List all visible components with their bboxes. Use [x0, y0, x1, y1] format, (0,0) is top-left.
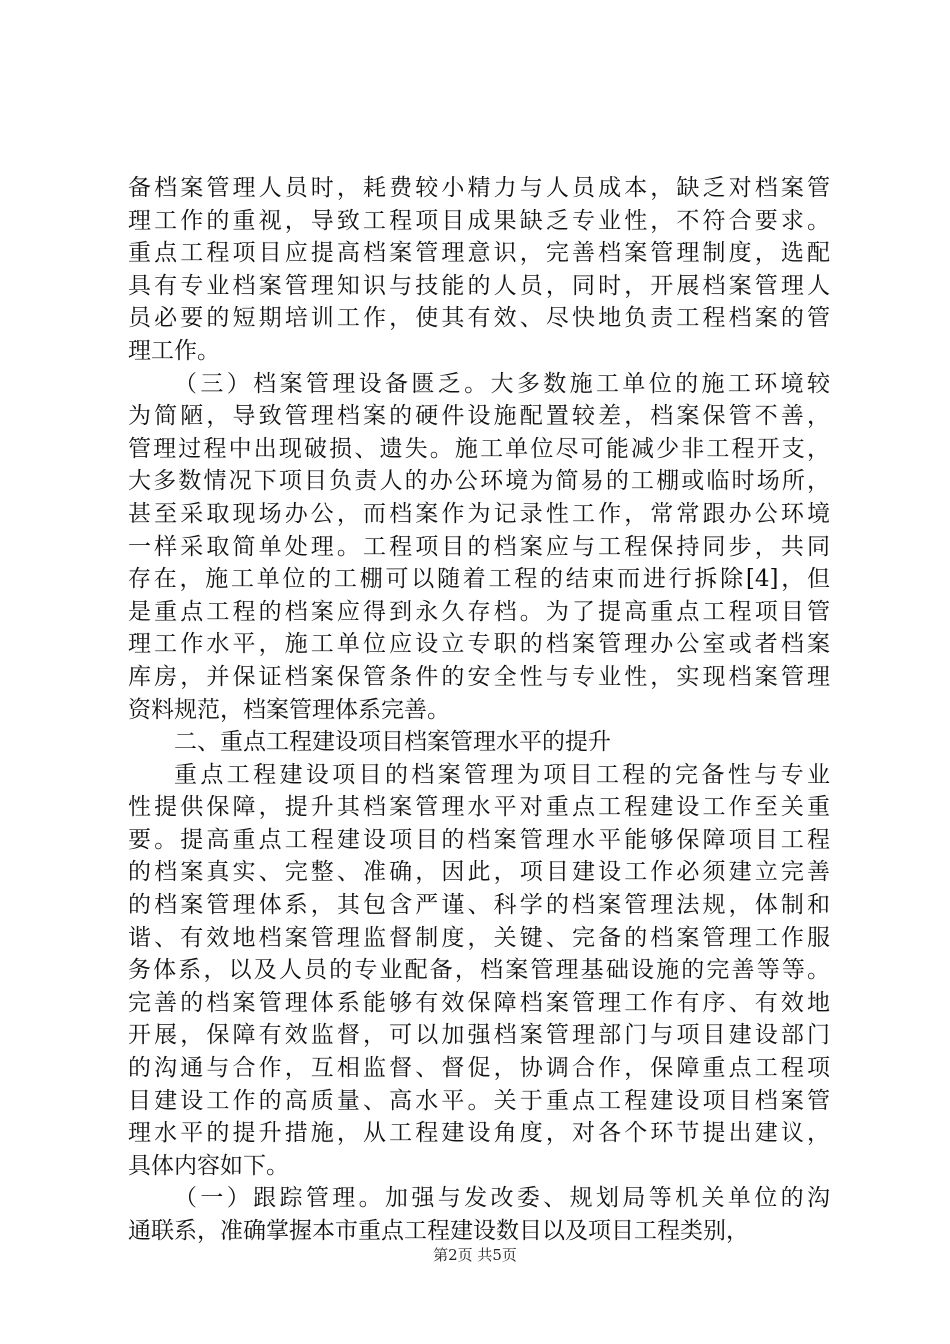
- text-line: 资料规范，档案管理体系完善。: [128, 696, 450, 723]
- text-line: 大多数情况下项目负责人的办公环境为简易的工棚或临时场所，: [128, 468, 830, 495]
- text-line: 理工作的重视，导致工程项目成果缺乏专业性，不符合要求。: [128, 207, 830, 234]
- text-line: 管理过程中出现破损、遗失。施工单位尽可能减少非工程开支，: [128, 435, 830, 462]
- text-line: 要。提高重点工程建设项目的档案管理水平能够保障项目工程: [128, 826, 830, 853]
- text-line: （一）跟踪管理。加强与发改委、规划局等机关单位的沟: [174, 1185, 830, 1212]
- text-line: 存在，施工单位的工棚可以随着工程的结束而进行拆除[4]，但: [128, 566, 830, 593]
- text-line: 二、重点工程建设项目档案管理水平的提升: [174, 729, 611, 756]
- text-line: 一样采取简单处理。工程项目的档案应与工程保持同步，共同: [128, 533, 830, 560]
- text-line: 性提供保障，提升其档案管理水平对重点工程建设工作至关重: [128, 794, 830, 821]
- text-line: 通联系，准确掌握本市重点工程建设数目以及项目工程类别，: [128, 1218, 749, 1244]
- paragraph: [128, 726, 830, 759]
- text-line: 务体系，以及人员的专业配备，档案管理基础设施的完善等等。: [128, 957, 830, 984]
- text-line: 为简陋，导致管理档案的硬件设施配置较差，档案保管不善，: [128, 403, 830, 430]
- paragraph: [128, 172, 830, 368]
- text-line: 重点工程建设项目的档案管理为项目工程的完备性与专业: [174, 761, 830, 788]
- text-line: 谐、有效地档案管理监督制度，关键、完备的档案管理工作服: [128, 924, 830, 951]
- text-line: 员必要的短期培训工作，使其有效、尽快地负责工程档案的管: [128, 305, 830, 332]
- text-line: 的沟通与合作，互相监督、督促，协调合作，保障重点工程项: [128, 1055, 830, 1082]
- text-line: 开展，保障有效监督，可以加强档案管理部门与项目建设部门: [128, 1022, 830, 1049]
- text-line: 目建设工作的高质量、高水平。关于重点工程建设项目档案管: [128, 1087, 830, 1114]
- text-line: 是重点工程的档案应得到永久存档。为了提高重点工程项目管: [128, 598, 830, 625]
- paragraph: [128, 368, 830, 727]
- paragraph: [128, 759, 830, 1183]
- text-line: 完善的档案管理体系能够有效保障档案管理工作有序、有效地: [128, 989, 830, 1016]
- text-line: 库房，并保证档案保管条件的安全性与专业性，实现档案管理: [128, 663, 830, 690]
- text-line: 备档案管理人员时，耗费较小精力与人员成本，缺乏对档案管: [128, 175, 830, 201]
- text-line: 重点工程项目应提高档案管理意识，完善档案管理制度，选配: [128, 240, 830, 267]
- text-line: 具体内容如下。: [128, 1152, 289, 1179]
- document-body: [128, 172, 830, 1248]
- text-line: （三）档案管理设备匮乏。大多数施工单位的施工环境较: [174, 370, 830, 397]
- text-line: 具有专业档案管理知识与技能的人员，同时，开展档案管理人: [128, 272, 830, 299]
- text-line: 理工作。: [128, 337, 220, 364]
- text-line: 的档案管理体系，其包含严谨、科学的档案管理法规，体制和: [128, 892, 830, 919]
- text-line: 理工作水平，施工单位应设立专职的档案管理办公室或者档案: [128, 631, 830, 658]
- page-footer: 第2页 共5页: [433, 1246, 517, 1264]
- text-line: 甚至采取现场办公，而档案作为记录性工作，常常跟办公环境: [128, 500, 830, 527]
- text-line: 理水平的提升措施，从工程建设角度，对各个环节提出建议，: [128, 1120, 830, 1147]
- text-line: 的档案真实、完整、准确，因此，项目建设工作必须建立完善: [128, 859, 830, 886]
- paragraph: [128, 1182, 830, 1247]
